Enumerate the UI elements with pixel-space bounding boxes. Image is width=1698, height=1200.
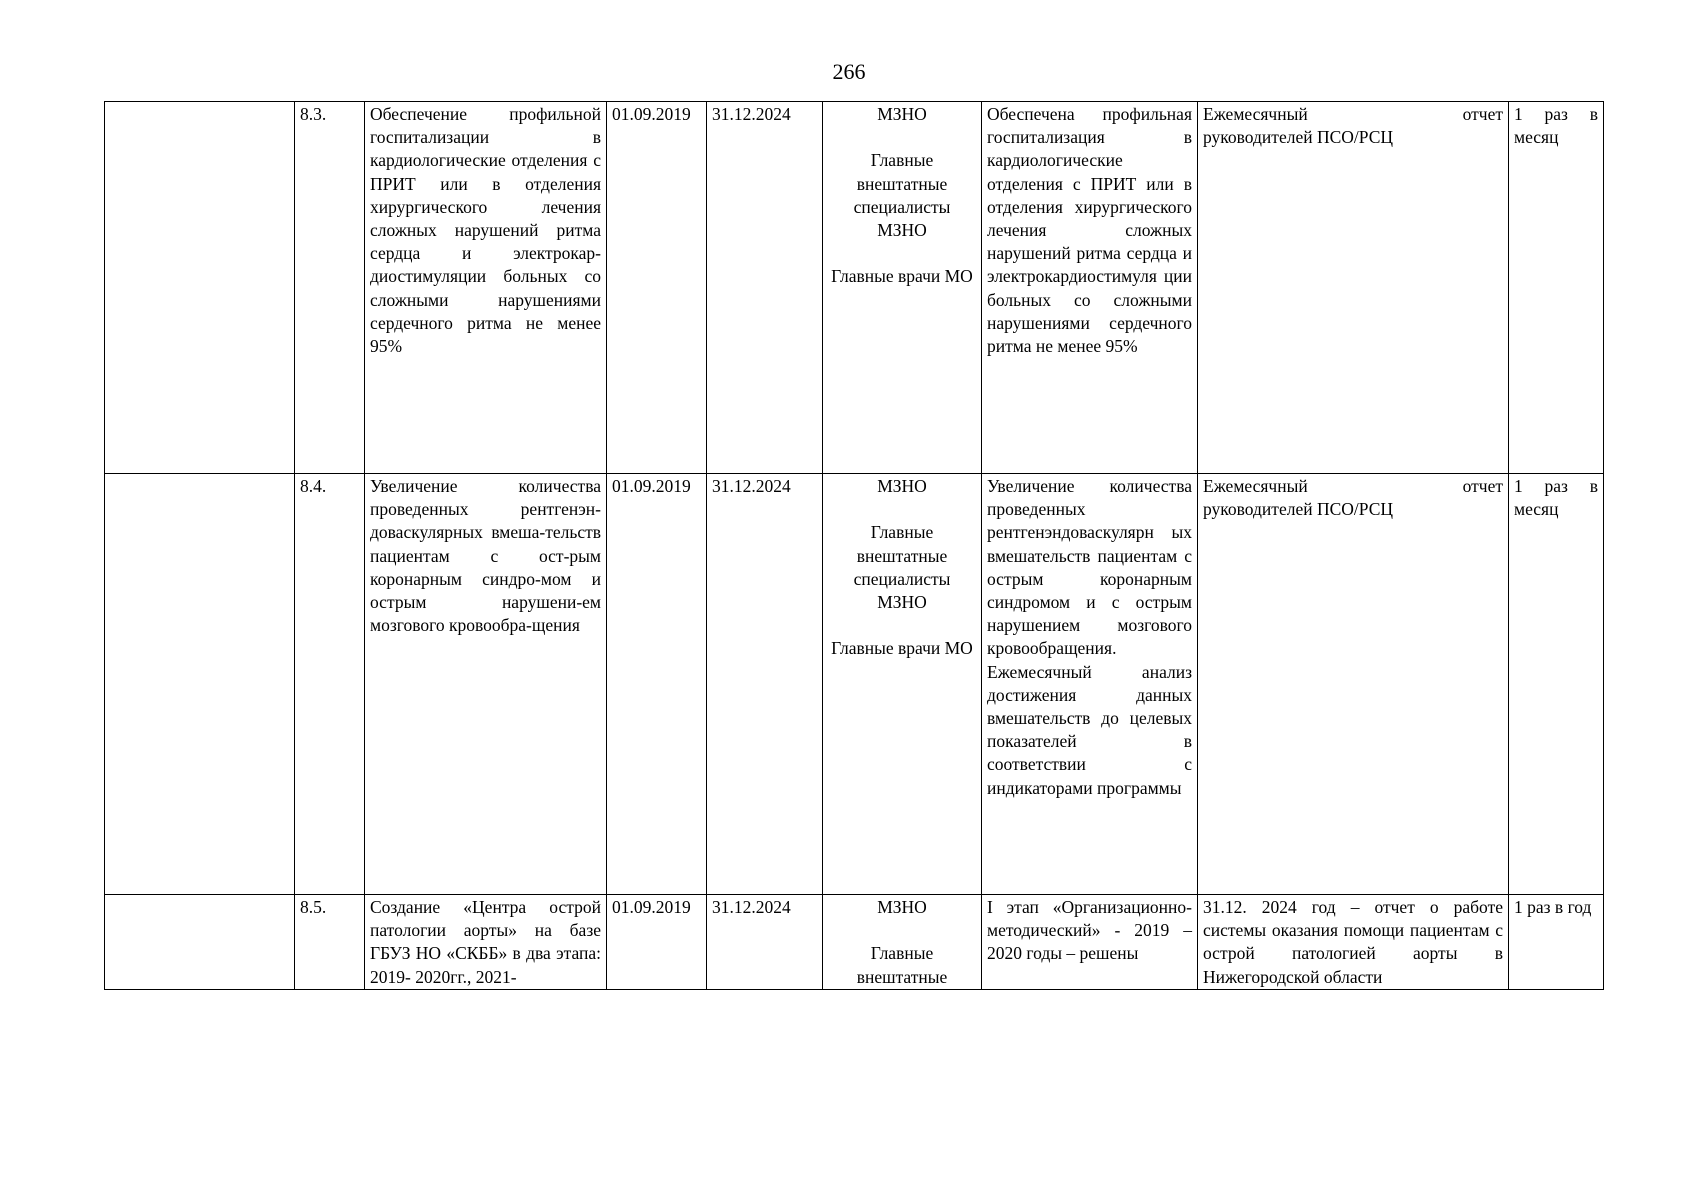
- frequency: [1509, 474, 1604, 895]
- responsible-line: Главные внештатные специалисты МЗНО: [853, 522, 951, 612]
- frequency-part: месяц: [1514, 127, 1559, 148]
- frequency: [1509, 102, 1604, 474]
- empty-cell: [105, 895, 295, 990]
- report-form: 31.12. 2024 год – отчет о работе системы оказания помощи пациентам с острой патологией аорты в Нижегородской области: [1198, 895, 1509, 990]
- frequency-part: месяц: [1514, 499, 1559, 520]
- report-form-part: отчет: [1462, 476, 1503, 496]
- report-form: [1198, 474, 1509, 895]
- responsible-line: Главные внештатные специалисты МЗНО: [853, 150, 951, 240]
- end-date: 31.12.2024: [707, 895, 823, 990]
- responsible-line: Главные врачи МО: [831, 638, 973, 659]
- start-date: 01.09.2019: [607, 102, 707, 474]
- item-number: 8.4.: [295, 474, 365, 895]
- measure-name: Создание «Центра острой патологии аорты» на базе ГБУЗ НО «СКББ» в два этапа: 2019- 2020гг., 2021-: [365, 895, 607, 990]
- start-date: 01.09.2019: [607, 895, 707, 990]
- table-row: [105, 102, 1604, 474]
- item-number: 8.3.: [295, 102, 365, 474]
- report-form-part: руководителей ПСО/РСЦ: [1203, 127, 1394, 148]
- empty-cell: [105, 474, 295, 895]
- responsible-line: МЗНО: [877, 476, 927, 496]
- plan-table: [104, 101, 1604, 990]
- empty-cell: [105, 102, 295, 474]
- expected-result: Обеспечена профильная госпитализация в кардиологические отделения с ПРИТ или в отделения хирургического лечения сложных нарушений ритма сердца и электрокардиостимуля ции больных со сложными нарушениями сердечного ритма не менее 95%: [982, 102, 1198, 474]
- frequency-part: 1: [1514, 104, 1523, 124]
- start-date: 01.09.2019: [607, 474, 707, 895]
- end-date: 31.12.2024: [707, 474, 823, 895]
- report-form-part: отчет: [1462, 104, 1503, 124]
- responsible-line: Главные внештатные: [856, 943, 948, 987]
- frequency-part: раз: [1544, 476, 1568, 496]
- report-form: [1198, 102, 1509, 474]
- item-number: 8.5.: [295, 895, 365, 990]
- report-form-part: Ежемесячный: [1203, 476, 1308, 496]
- responsible-line: МЗНО: [877, 897, 927, 917]
- responsible-cell: [823, 474, 982, 895]
- report-form-part: руководителей ПСО/РСЦ: [1203, 499, 1394, 520]
- page-number: 266: [832, 59, 866, 84]
- end-date: 31.12.2024: [707, 102, 823, 474]
- frequency-part: в: [1589, 104, 1598, 124]
- frequency-part: раз: [1544, 104, 1568, 124]
- frequency: 1 раз в год: [1509, 895, 1604, 990]
- responsible-line: МЗНО: [877, 104, 927, 124]
- expected-result: Увеличение количества проведенных рентгенэндоваскулярн ых вмешательств пациентам с острым коронарным синдромом и с острым нарушением мозгового кровообращения. Ежемесячный анализ достижения данных вмешательств до целевых показателей в соответствии с индикаторами программы: [982, 474, 1198, 895]
- responsible-cell: [823, 102, 982, 474]
- expected-result: I этап «Организационно-методический» - 2019 – 2020 годы – решены: [982, 895, 1198, 990]
- measure-name: Обеспечение профильной госпитализации в кардиологические отделения с ПРИТ или в отделения хирургического лечения сложных нарушений ритма сердца и электрокар-диостимуляции больных со сложными нарушениями сердечного ритма не менее 95%: [365, 102, 607, 474]
- table-row: [105, 895, 1604, 990]
- responsible-line: Главные врачи МО: [831, 266, 973, 287]
- responsible-cell: [823, 895, 982, 990]
- table-row: [105, 474, 1604, 895]
- frequency-part: 1: [1514, 476, 1523, 496]
- frequency-part: в: [1589, 476, 1598, 496]
- report-form-part: Ежемесячный: [1203, 104, 1308, 124]
- measure-name: Увеличение количества проведенных рентгенэн-доваскулярных вмеша-тельств пациентам с ост-рым коронарным синдро-мом и острым нарушени-ем мозгового кровообра-щения: [365, 474, 607, 895]
